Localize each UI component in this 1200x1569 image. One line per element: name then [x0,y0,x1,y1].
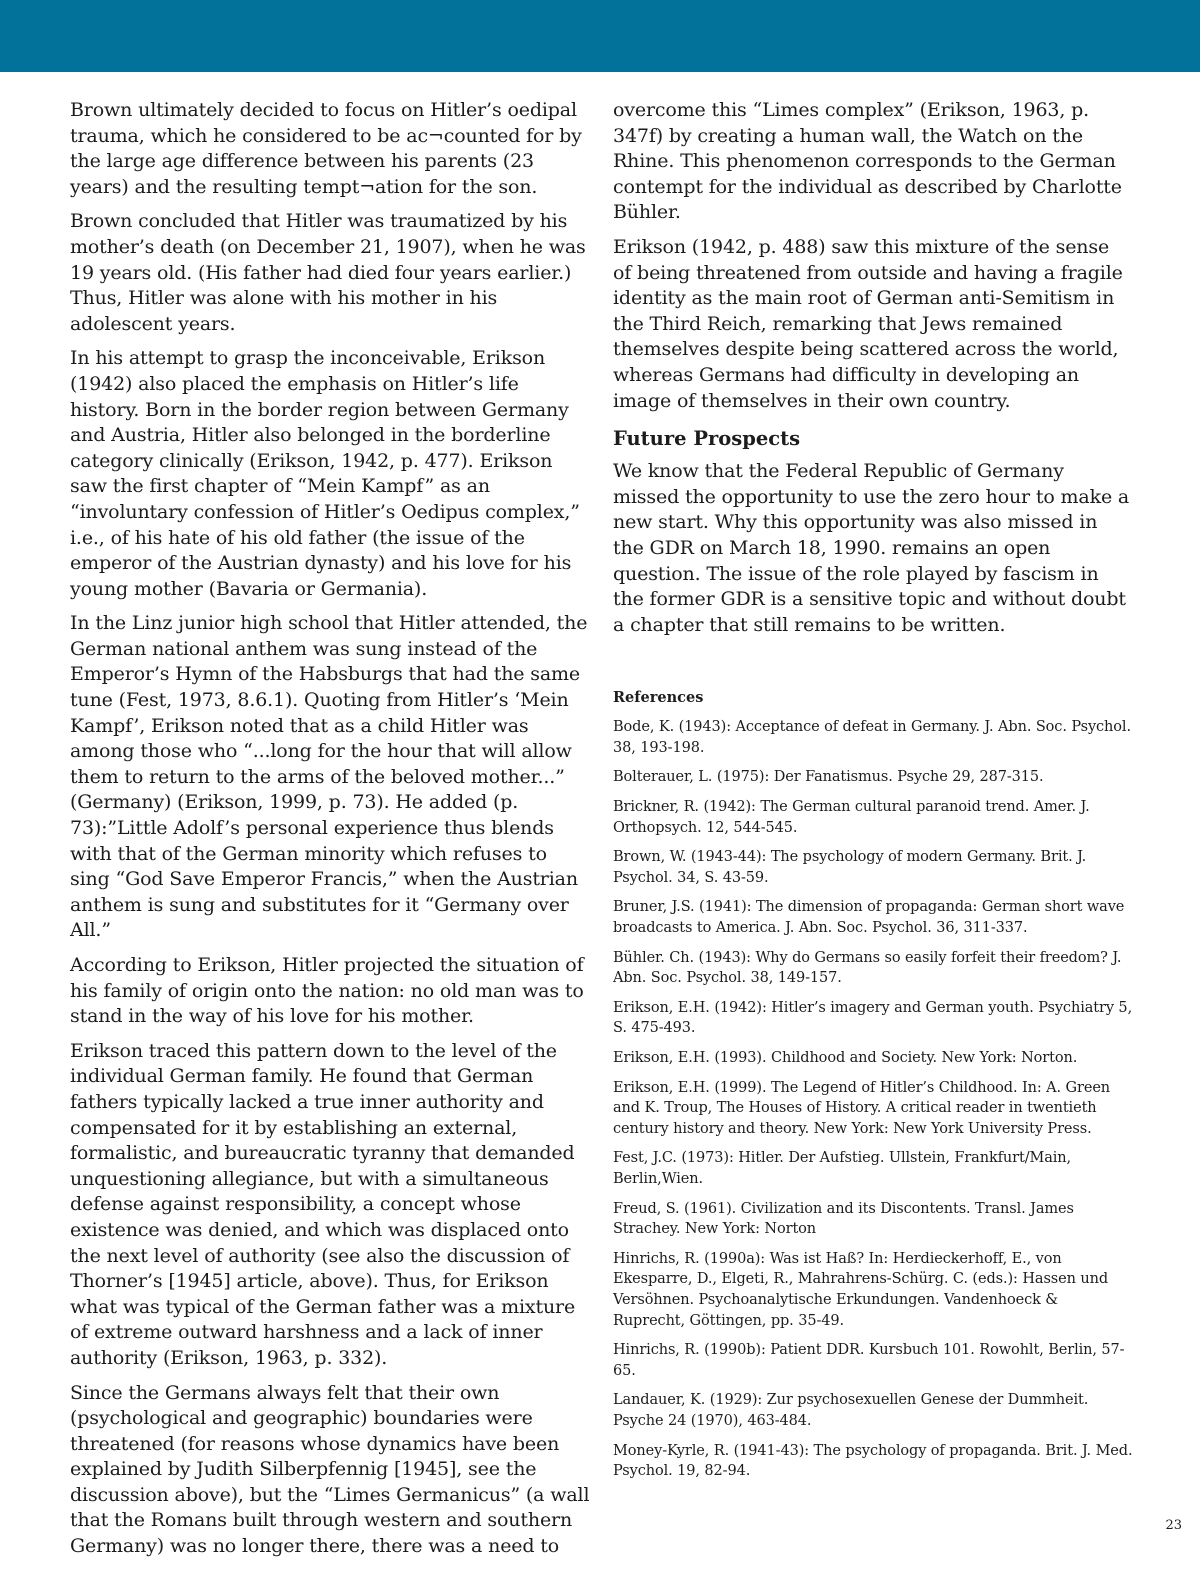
references-heading: References [613,689,704,707]
section-heading-future-prospects: Future Prospects [613,427,801,451]
reference-item: Erikson, E.H. (1942): Hitler’s imagery and German youth. Psychiatry 5, S. 475-493. [613,999,1133,1037]
paragraph: Erikson (1942, p. 488) saw this mixture of the sense of being threatened from outside and having a fragile identity as the main root of German anti-Semitism in the Third Reich, remarking that Jews remained themselves despite being scattered across the world, whereas Germans had difficulty in developing an image of themselves in their own country. [613,235,1123,412]
paragraph: Since the Germans always felt that their own (psychological and geographic) boundaries were threatened (for reasons whose dynamics have been explained by Judith Silberpfennig [1945], see the discussion above), but the “Limes Germanicus” (a wall that the Romans built through western and southern Germany) was no longer there, there was a need to [70,1381,590,1558]
paragraph: Brown ultimately decided to focus on Hitler’s oedipal trauma, which he considered to be ac¬counted for by the large age difference between his parents (23 years) and the resulting tempt¬ation for the son. [70,99,582,198]
paragraph: We know that the Federal Republic of Germany missed the opportunity to use the zero hour to make a new start. Why this opportunity was also missed in the GDR on March 18, 1990. remains an open question. The issue of the role played by fascism in the former GDR is a sensitive topic and without doubt a chapter that still remains to be written. [613,460,1130,636]
paragraph: Erikson traced this pattern down to the level of the individual German family. He found that German fathers typically lacked a true inner authority and compensated for it by establishing an external, formalistic, and bureaucratic tyranny that demanded unquestioning allegiance, but with a simultaneous defense against responsibility, a concept whose existence was denied, and which was displaced onto the next level of authority (see also the discussion of Thorner’s [1945] article, above). Thus, for Erikson what was typical of the German father was a mixture of extreme outward harshness and a lack of inner authority (Erikson, 1963, p. 332). [70,1039,576,1369]
reference-item: Bode, K. (1943): Acceptance of defeat in Germany. J. Abn. Soc. Psychol. 38, 193-198. [613,719,1131,756]
paragraph: According to Erikson, Hitler projected the situation of his family of origin onto the nation: no old man was to stand in the way of his love for his mother. [70,954,584,1028]
reference-item: Fest, J.C. (1973): Hitler. Der Aufstieg. Ullstein, Frankfurt/Main, Berlin,Wien. [613,1150,1072,1187]
reference-item: Hinrichs, R. (1990a): Was ist Haß? In: Herdieckerhoff, E., von Ekesparre, D., Elgeti, R., Mahrahrens-Schürg. C. (eds.): Hassen und Versöhnen. Psychoanalytische Erkundungen. Vandenhoeck & Ruprecht, Göttingen, pp. 35-49. [613,1250,1109,1329]
right-column [613,98,1133,1491]
reference-item: Freud, S. (1961). Civilization and its Discontents. Transl. James Strachey. New York: Norton [613,1200,1074,1238]
reference-list [613,717,1133,1481]
paragraph: In the Linz junior high school that Hitler attended, the German national anthem was sung instead of the Emperor’s Hymn of the Habsburgs that had the same tune (Fest, 1973, 8.6.1). Quoting from Hitler’s ‘Mein Kampf’, Erikson noted that as a child Hitler was among those who “...long for the hour that will allow them to return to the arms of the beloved mother...” (Germany) (Erikson, 1999, p. 73). He added (p. 73):”Little Adolf’s personal experience thus blends with that of the German minority which refuses to sing “God Save Emperor Francis,” when the Austrian anthem is sung and substitutes for it “Germany over All.” [70,612,588,942]
reference-item: Landauer, K. (1929): Zur psychosexuellen Genese der Dummheit. Psyche 24 (1970), 463-484. [613,1392,1089,1429]
page-number: 23 [1165,1518,1182,1533]
reference-item: Brickner, R. (1942): The German cultural paranoid trend. Amer. J. Orthopsych. 12, 544-545. [613,799,1090,836]
reference-item: Hinrichs, R. (1990b): Patient DDR. Kursbuch 101. Rowohlt, Berlin, 57-65. [613,1342,1125,1379]
reference-item: Bühler. Ch. (1943): Why do Germans so easily forfeit their freedom? J. Abn. Soc. Psychol. 38, 149-157. [613,949,1122,987]
paragraph: Brown concluded that Hitler was traumatized by his mother’s death (on December 21, 1907), when he was 19 years old. (His father had died four years earlier.) Thus, Hitler was alone with his mother in his adolescent years. [70,210,586,335]
reference-item: Brown, W. (1943-44): The psychology of modern Germany. Brit. J. Psychol. 34, S. 43-59. [613,849,1087,886]
paragraph: In his attempt to grasp the inconceivable, Erikson (1942) also placed the emphasis on Hitler’s life history. Born in the border region between Germany and Austria, Hitler also belonged in the borderline category clinically (Erikson, 1942, p. 477). Erikson saw the first chapter of “Mein Kampf” as an “involuntary confession of Hitler’s Oedipus complex,” i.e., of his hate of his old father (the issue of the emperor of the Austrian dynasty) and his love for his young mother (Bavaria or Germania). [70,347,580,600]
right-body [613,98,1133,638]
paragraph: overcome this “Limes complex” (Erikson, 1963, p. 347f) by creating a human wall, the Watch on the Rhine. This phenomenon corresponds to the German contempt for the individual as described by Charlotte Bühler. [613,99,1122,224]
reference-item: Erikson, E.H. (1999). The Legend of Hitler’s Childhood. In: A. Green and K. Troup, The Houses of History. A critical reader in twentieth century history and theory. New York: New York University Press. [613,1079,1111,1137]
reference-item: Bruner, J.S. (1941): The dimension of propaganda: German short wave broadcasts to America. J. Abn. Soc. Psychol. 36, 311-337. [613,899,1125,937]
reference-item: Money-Kyrle, R. (1941-43): The psychology of propaganda. Brit. J. Med. Psychol. 19, 82-94. [613,1442,1133,1480]
header-bar [0,0,1200,72]
reference-item: Bolterauer, L. (1975): Der Fanatismus. Psyche 29, 287-315. [613,769,1044,786]
left-column [70,98,590,1569]
reference-item: Erikson, E.H. (1993). Childhood and Society. New York: Norton. [613,1050,1078,1066]
